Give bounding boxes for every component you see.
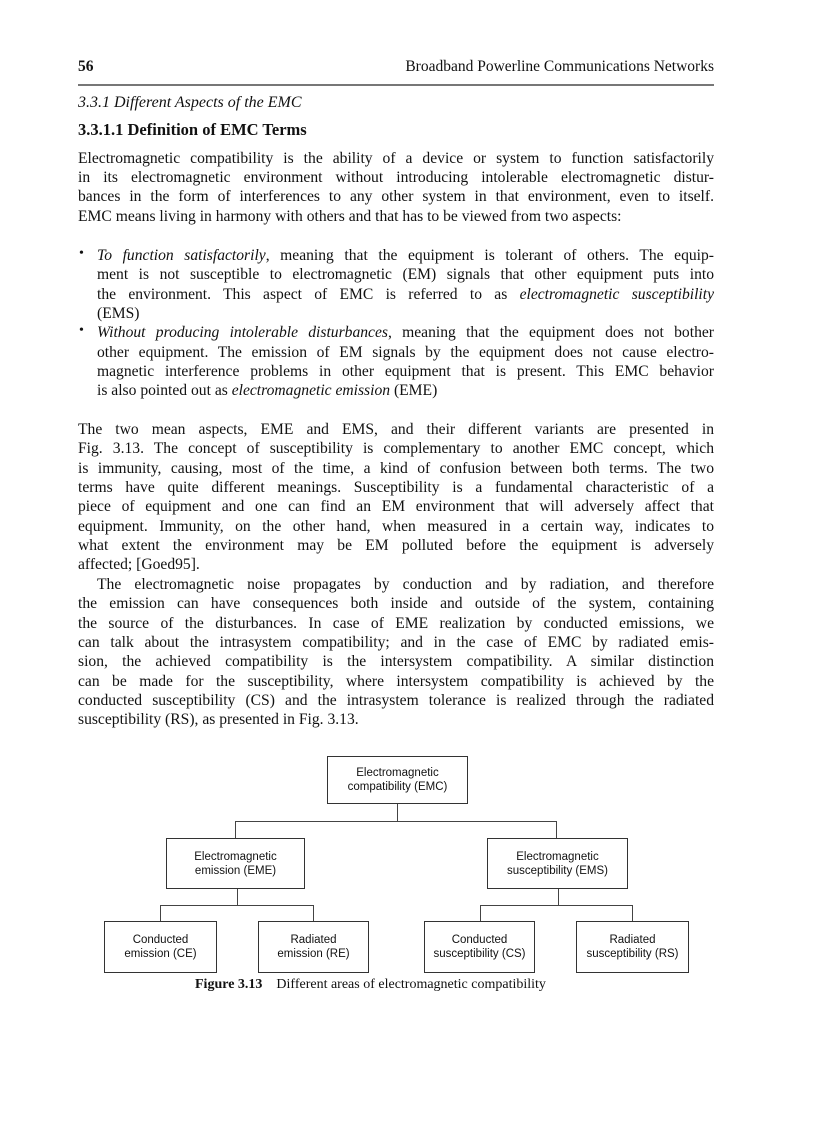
text-line <box>78 497 714 516</box>
box-label-line: Electromagnetic <box>516 850 599 863</box>
text-line <box>78 168 714 187</box>
text-segment: the environment. This aspect of EMC is referred to as <box>97 286 520 303</box>
text-segment: Electromagnetic compatibility is the ability of a device or system to function satisfactorily <box>78 150 714 167</box>
box-emc <box>327 756 468 804</box>
text-segment: terms have quite different meanings. Susceptibility is a fundamental characteristic of a <box>78 479 714 496</box>
text-segment: , meaning that the equipment is tolerant of others. The equip- <box>265 247 714 264</box>
text-segment: magnetic interference problems in other equipment that is present. This EMC behavior <box>97 363 714 380</box>
text-segment: can talk about the intrasystem compatibility; and in the case of EMC by radiated emis- <box>78 634 714 651</box>
text-line <box>97 323 714 342</box>
text-line <box>78 594 714 613</box>
text-line <box>97 246 714 265</box>
text-line <box>78 536 714 555</box>
text-segment: EMC means living in harmony with others and that has to be viewed from two aspects: <box>78 208 622 225</box>
text-line <box>78 710 714 729</box>
text-segment: is also pointed out as <box>97 382 232 399</box>
text-line <box>97 381 714 400</box>
text-line <box>97 343 714 362</box>
text-segment: ment is not susceptible to electromagnetic (EM) signals that other equipment puts into <box>97 266 714 283</box>
box-label-line: susceptibility (EMS) <box>507 864 608 877</box>
header-rule <box>78 84 714 86</box>
text-line <box>78 517 714 536</box>
box-re <box>258 921 369 973</box>
italic-term: electromagnetic emission <box>231 382 391 399</box>
box-label-line: Conducted <box>132 934 189 946</box>
box-label-line: emission (CE) <box>124 948 197 960</box>
text-line <box>78 672 714 691</box>
text-segment: bances in the form of interferences to any other system in that environment, even to itself. <box>78 188 714 205</box>
text-line <box>78 207 714 226</box>
text-line <box>78 691 714 710</box>
box-label-line: Conducted <box>451 934 508 946</box>
box-label-line: susceptibility (CS) <box>433 948 526 960</box>
text-line <box>97 575 714 594</box>
box-label-line: Electromagnetic <box>356 767 439 779</box>
box-ce <box>104 921 217 973</box>
text-segment: (EMS) <box>97 305 140 322</box>
italic-term: Without producing intolerable disturbances <box>97 324 388 341</box>
figure-caption <box>195 977 546 993</box>
text-line <box>78 149 714 168</box>
text-line <box>78 187 714 206</box>
text-line <box>78 633 714 652</box>
section-title: 3.3.1 Different Aspects of the EMC <box>78 94 302 111</box>
text-line <box>78 459 714 478</box>
box-cs <box>424 921 535 973</box>
text-segment: piece of equipment and one can find an EM environment that will adversely affect that <box>78 498 714 515</box>
italic-term: electromagnetic susceptibility <box>519 286 714 303</box>
text-segment: susceptibility (RS), as presented in Fig. 3.13. <box>78 711 359 728</box>
page-number: 56 <box>78 58 94 75</box>
text-line <box>97 265 714 284</box>
caption-text: Different areas of electromagnetic compatibility <box>276 977 546 992</box>
text-line <box>78 614 714 633</box>
text-segment: equipment. Immunity, on the other hand, when measured in a certain way, indicates to <box>78 518 714 535</box>
text-segment: what extent the environment may be EM polluted before the equipment is adversely <box>78 537 714 554</box>
text-segment: The electromagnetic noise propagates by conduction and by radiation, and therefore <box>97 576 714 593</box>
box-label-line: emission (RE) <box>277 948 350 960</box>
bullet-2: • <box>79 323 84 338</box>
box-label-line: emission (EME) <box>194 864 277 877</box>
text-line <box>78 439 714 458</box>
text-line <box>97 362 714 381</box>
caption-label: Figure 3.13 <box>195 977 263 992</box>
text-segment: the source of the disturbances. In case of EME realization by conducted emissions, we <box>78 615 714 632</box>
box-label-line: Radiated <box>609 934 656 946</box>
text-line <box>97 285 714 304</box>
text-segment: (EME) <box>390 382 438 399</box>
text-segment: is immunity, causing, most of the time, a kind of confusion between both terms. The two <box>78 460 714 477</box>
box-label-line: Electromagnetic <box>194 850 277 863</box>
text-segment: conducted susceptibility (CS) and the intrasystem tolerance is realized through the radiated <box>78 692 714 709</box>
text-segment: affected; [Goed95]. <box>78 556 200 573</box>
text-segment: other equipment. The emission of EM signals by the equipment does not cause electro- <box>97 344 714 361</box>
text-line <box>97 304 714 323</box>
text-segment: The two mean aspects, EME and EMS, and their different variants are presented in <box>78 421 714 438</box>
running-title: Broadband Powerline Communications Networks <box>405 58 714 75</box>
subsection-title: 3.3.1.1 Definition of EMC Terms <box>78 120 307 139</box>
bullet-1: • <box>79 246 84 261</box>
box-eme <box>166 838 305 889</box>
box-rs <box>576 921 689 973</box>
text-segment: , meaning that the equipment does not bother <box>387 324 714 341</box>
text-line <box>78 555 714 574</box>
italic-term: To function satisfactorily <box>97 247 266 264</box>
text-segment: Fig. 3.13. The concept of susceptibility is complementary to another EMC concept, which <box>78 440 714 457</box>
text-segment: the emission can have consequences both inside and outside of the system, containing <box>78 595 714 612</box>
text-segment: sion, the achieved compatibility is the intersystem compatibility. A similar distinction <box>78 653 714 670</box>
box-ems <box>487 838 628 889</box>
box-label-line: Radiated <box>290 934 337 946</box>
text-line <box>78 420 714 439</box>
text-line <box>78 478 714 497</box>
text-segment: in its electromagnetic environment without introducing intolerable electromagnetic distur- <box>78 169 714 186</box>
box-label-line: susceptibility (RS) <box>586 948 679 960</box>
text-line <box>78 652 714 671</box>
text-segment: can be made for the susceptibility, where intersystem compatibility is achieved by the <box>78 673 714 690</box>
box-label-line: compatibility (EMC) <box>347 781 448 793</box>
